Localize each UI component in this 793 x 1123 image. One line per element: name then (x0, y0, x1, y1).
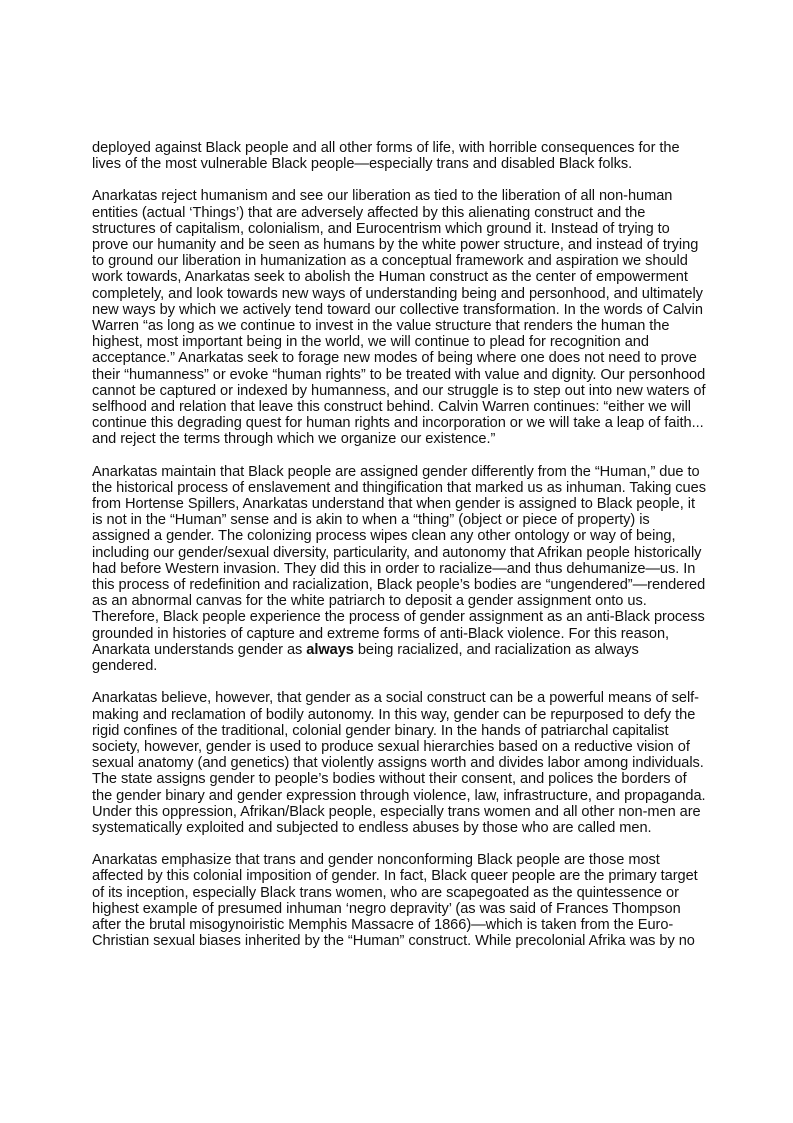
paragraph-2 (92, 188, 712, 447)
text-line: is not in the “Human” sense and is akin to when a “thing” (object or piece of property) is (92, 512, 650, 529)
text-line: cannot be captured or indexed by humanness, and our struggle is to step out into new waters of (92, 382, 706, 399)
text-line: deployed against Black people and all other forms of life, with horrible consequences for the (92, 140, 680, 156)
text-line: structures of capitalism, colonialism, and Eurocentrism which ground it. Instead of trying to (92, 220, 670, 237)
text-line: completely, and look towards new ways of understanding being and personhood, and ultimately (92, 285, 703, 302)
text-segment: Anarkata understands gender as (92, 641, 307, 658)
text-line: society, however, gender is used to produce sexual hierarchies based on a reductive vision of (92, 738, 690, 755)
text-line: of its inception, especially Black trans women, who are scapegoated as the quintessence or (92, 884, 679, 901)
text-line: Anarkatas reject humanism and see our liberation as tied to the liberation of all non-human (92, 188, 673, 205)
text-line: Anarkatas emphasize that trans and gender nonconforming Black people are those most (92, 852, 660, 869)
text-line: assigned a gender. The colonizing process wipes clean any other ontology or way of being, (92, 528, 676, 545)
text-line: the gender binary and gender expression through violence, law, infrastructure, and propaganda. (92, 787, 706, 804)
text-line: their “humanness” or evoke “human rights” to be treated with value and dignity. Our personhood (92, 366, 706, 383)
text-line: acceptance.” Anarkatas seek to forage new modes of being where one does not need to prove (92, 350, 697, 367)
text-line: this process of redefinition and racialization, Black people’s bodies are “ungendered”—rendered (92, 577, 706, 594)
text-line: Christian sexual biases inherited by the “Human” construct. While precolonial Afrika was by no (92, 933, 695, 950)
text-line: affected by this colonial imposition of gender. In fact, Black queer people are the primary target (92, 868, 698, 885)
text-line: new ways by which we actively tend toward our collective transformation. In the words of Calvin (92, 301, 703, 318)
text-line: Therefore, Black people experience the process of gender assignment as an anti-Black process (92, 609, 705, 626)
text-line: Anarkatas believe, however, that gender as a social construct can be a powerful means of self- (92, 690, 699, 707)
text-line: rigid confines of the traditional, colonial gender binary. In the hands of patriarchal capitalist (92, 722, 669, 739)
text-line: systematically exploited and subjected to endless abuses by those who are called men. (92, 819, 652, 836)
text-line: selfhood and relation that leave this construct behind. Calvin Warren continues: “either we will (92, 399, 691, 416)
text-line: as an abnormal canvas for the white patriarch to deposit a gender assignment onto us. (92, 593, 647, 610)
paragraph-1 (92, 140, 712, 172)
paragraph-4 (92, 690, 712, 836)
text-line-with-emphasis (92, 642, 712, 658)
paragraph-5 (92, 852, 712, 949)
text-line: from Hortense Spillers, Anarkatas understand that when gender is assigned to Black people, it (92, 496, 695, 513)
text-line: gendered. (92, 658, 158, 675)
text-line: sexual anatomy (and genetics) that violently assigns worth and divides labor among individuals. (92, 755, 704, 772)
text-line: work towards, Anarkatas seek to abolish the Human construct as the center of empowerment (92, 269, 688, 286)
text-line: had before Western invasion. They did this in order to racialize—and thus dehumanize—us. In (92, 560, 696, 577)
text-line: to ground our liberation in humanization as a conceptual framework and aspiration we should (92, 253, 688, 270)
text-line: grounded in histories of capture and extreme forms of anti-Black violence. For this reason, (92, 625, 670, 642)
text-segment: being racialized, and racialization as always (353, 641, 639, 658)
text-line: The state assigns gender to people’s bodies without their consent, and polices the borders of (92, 771, 687, 788)
emphasis-always: always (306, 641, 354, 658)
text-line: making and reclamation of bodily autonomy. In this way, gender can be repurposed to defy the (92, 706, 696, 723)
text-line: prove our humanity and be seen as humans by the white power structure, and instead of trying (92, 237, 699, 254)
text-line: including our gender/sexual diversity, particularity, and autonomy that Afrikan people historically (92, 544, 702, 561)
text-line: Warren “as long as we continue to invest in the value structure that renders the human the (92, 318, 670, 335)
text-line: Under this oppression, Afrikan/Black people, especially trans women and all other non-men are (92, 803, 701, 820)
paragraph-3 (92, 464, 712, 675)
text-line: continue this degrading quest for human rights and incorporation or we will take a leap of faith... (92, 415, 704, 432)
text-line: highest, most important being in the world, we will continue to plead for recognition and (92, 334, 649, 351)
text-line: entities (actual ‘Things’) that are adversely affected by this alienating construct and the (92, 204, 646, 221)
text-line: lives of the most vulnerable Black people—especially trans and disabled Black folks. (92, 156, 633, 173)
document-body (92, 140, 712, 965)
text-line: and reject the terms through which we organize our existence.” (92, 431, 496, 448)
text-line: Anarkatas maintain that Black people are assigned gender differently from the “Human,” due to (92, 463, 700, 480)
text-line: after the brutal misogynoiristic Memphis Massacre of 1866)—which is taken from the Euro- (92, 916, 674, 933)
text-line: the historical process of enslavement and thingification that marked us as inhuman. Taking cues (92, 479, 706, 496)
text-line: highest example of presumed inhuman ‘negro depravity’ (as was said of Frances Thompson (92, 900, 681, 917)
